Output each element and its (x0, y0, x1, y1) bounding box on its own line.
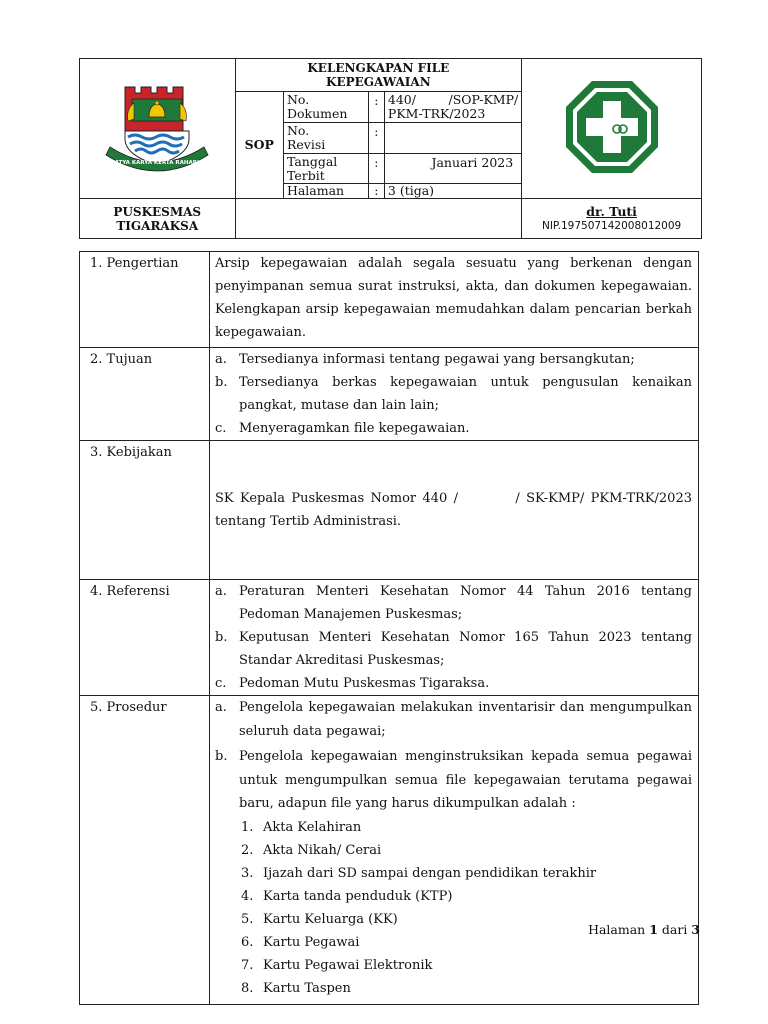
current-page: 1 (649, 922, 658, 937)
sub-list-item: 1. Akta Kelahiran (241, 819, 362, 835)
sub-list-item: 2. Akta Nikah/ Cerai (241, 842, 382, 858)
section-tujuan (80, 348, 699, 441)
row-label-halaman: Halaman (283, 184, 368, 199)
section-label: 2. Tujuan (80, 348, 210, 441)
list-item: a. Pengelola kepegawaian melakukan inventarisir dan mengumpulkan seluruh data pegawai; (215, 700, 692, 739)
row-sep: : (368, 154, 384, 184)
document-title (235, 59, 522, 92)
row-sep: : (368, 184, 384, 199)
sub-list-item: 8. Kartu Taspen (241, 980, 351, 996)
puskesmas-logo-cell (522, 59, 702, 199)
section-content (210, 580, 699, 696)
sub-list-item: 7. Kartu Pegawai Elektronik (241, 957, 433, 973)
sub-list-item: 6. Kartu Pegawai (241, 934, 360, 950)
list-item: b. Tersedianya berkas kepegawaian untuk pengusulan kenaikan pangkat, mutase dan lain lain; (215, 375, 692, 413)
title-line-1: KELENGKAPAN FILE (307, 61, 450, 75)
regency-crest-cell (80, 59, 236, 199)
title-line-2: KEPEGAWAIAN (326, 75, 431, 89)
tangerang-crest-logo (92, 77, 222, 177)
section-prosedur (80, 696, 699, 1005)
section-kebijakan (80, 441, 699, 580)
list-item: c. Menyeragamkan file kepegawaian. (215, 421, 470, 436)
list-item: c. Pedoman Mutu Puskesmas Tigaraksa. (215, 676, 490, 691)
blank-cell (235, 199, 522, 239)
row-value-tanggal-terbit: Januari 2023 (384, 154, 521, 184)
list-item: b. Keputusan Menteri Kesehatan Nomor 165 Tahun 2023 tentang Standar Akreditasi Puskesmas; (215, 630, 692, 668)
section-label: 5. Prosedur (80, 696, 210, 1005)
sop-body-table (79, 251, 699, 1005)
signer-nip: NIP.197507142008012009 (541, 219, 682, 232)
row-value-halaman: 3 (tiga) (384, 184, 521, 199)
organization-name: PUSKESMAS TIGARAKSA (80, 199, 236, 239)
section-content (210, 696, 699, 1005)
signer-block (522, 199, 702, 239)
list-item: b. Pengelola kepegawaian menginstruksikan kepada semua pegawai untuk mengumpulkan semua file kepegawaian terutama pegawai baru, adapun file yang harus dikumpulkan adalah : (215, 749, 692, 811)
row-sep: : (368, 123, 384, 154)
row-value-no-revisi (384, 123, 521, 154)
sop-label: SOP (235, 92, 283, 199)
crest-motto: SATYA KARYA KERTA RAHARJA (110, 160, 204, 166)
sub-list-item: 4. Karta tanda penduduk (KTP) (241, 888, 453, 904)
section-label: 3. Kebijakan (80, 441, 210, 580)
row-sep: : (368, 92, 384, 123)
row-value-no-dokumen: 440/ /SOP-KMP/ PKM-TRK/2023 (384, 92, 521, 123)
section-content: Arsip kepegawaian adalah segala sesuatu yang berkenan dengan penyimpanan semua surat instruksi, akta, dan dokumen kepegawaian. Kelengkapan arsip kepegawaian memudahkan dalam pencarian berkah kepegawaian. (210, 252, 699, 348)
section-label: 1. Pengertian (80, 252, 210, 348)
sub-list-item: 3. Ijazah dari SD sampai dengan pendidikan terakhir (241, 865, 597, 881)
list-item: a. Peraturan Menteri Kesehatan Nomor 44 Tahun 2016 tentang Pedoman Manajemen Puskesmas; (215, 584, 692, 622)
page-footer: Halaman 1 dari 3 (588, 922, 700, 937)
section-content: SK Kepala Puskesmas Nomor 440 / / SK-KMP/ PKM-TRK/2023 tentang Tertib Administrasi. (210, 441, 699, 580)
sop-header-table (79, 58, 702, 239)
section-referensi (80, 580, 699, 696)
section-pengertian (80, 252, 699, 348)
section-content (210, 348, 699, 441)
puskesmas-logo (562, 77, 662, 177)
sub-list-item: 5. Kartu Keluarga (KK) (241, 911, 398, 927)
row-label-tanggal-terbit: Tanggal Terbit (283, 154, 368, 184)
signer-name: dr. Tuti (586, 203, 637, 219)
row-label-no-dokumen: No. Dokumen (283, 92, 368, 123)
total-pages: 3 (691, 922, 700, 937)
section-label: 4. Referensi (80, 580, 210, 696)
list-item: a. Tersedianya informasi tentang pegawai yang bersangkutan; (215, 352, 635, 367)
row-label-no-revisi: No. Revisi (283, 123, 368, 154)
